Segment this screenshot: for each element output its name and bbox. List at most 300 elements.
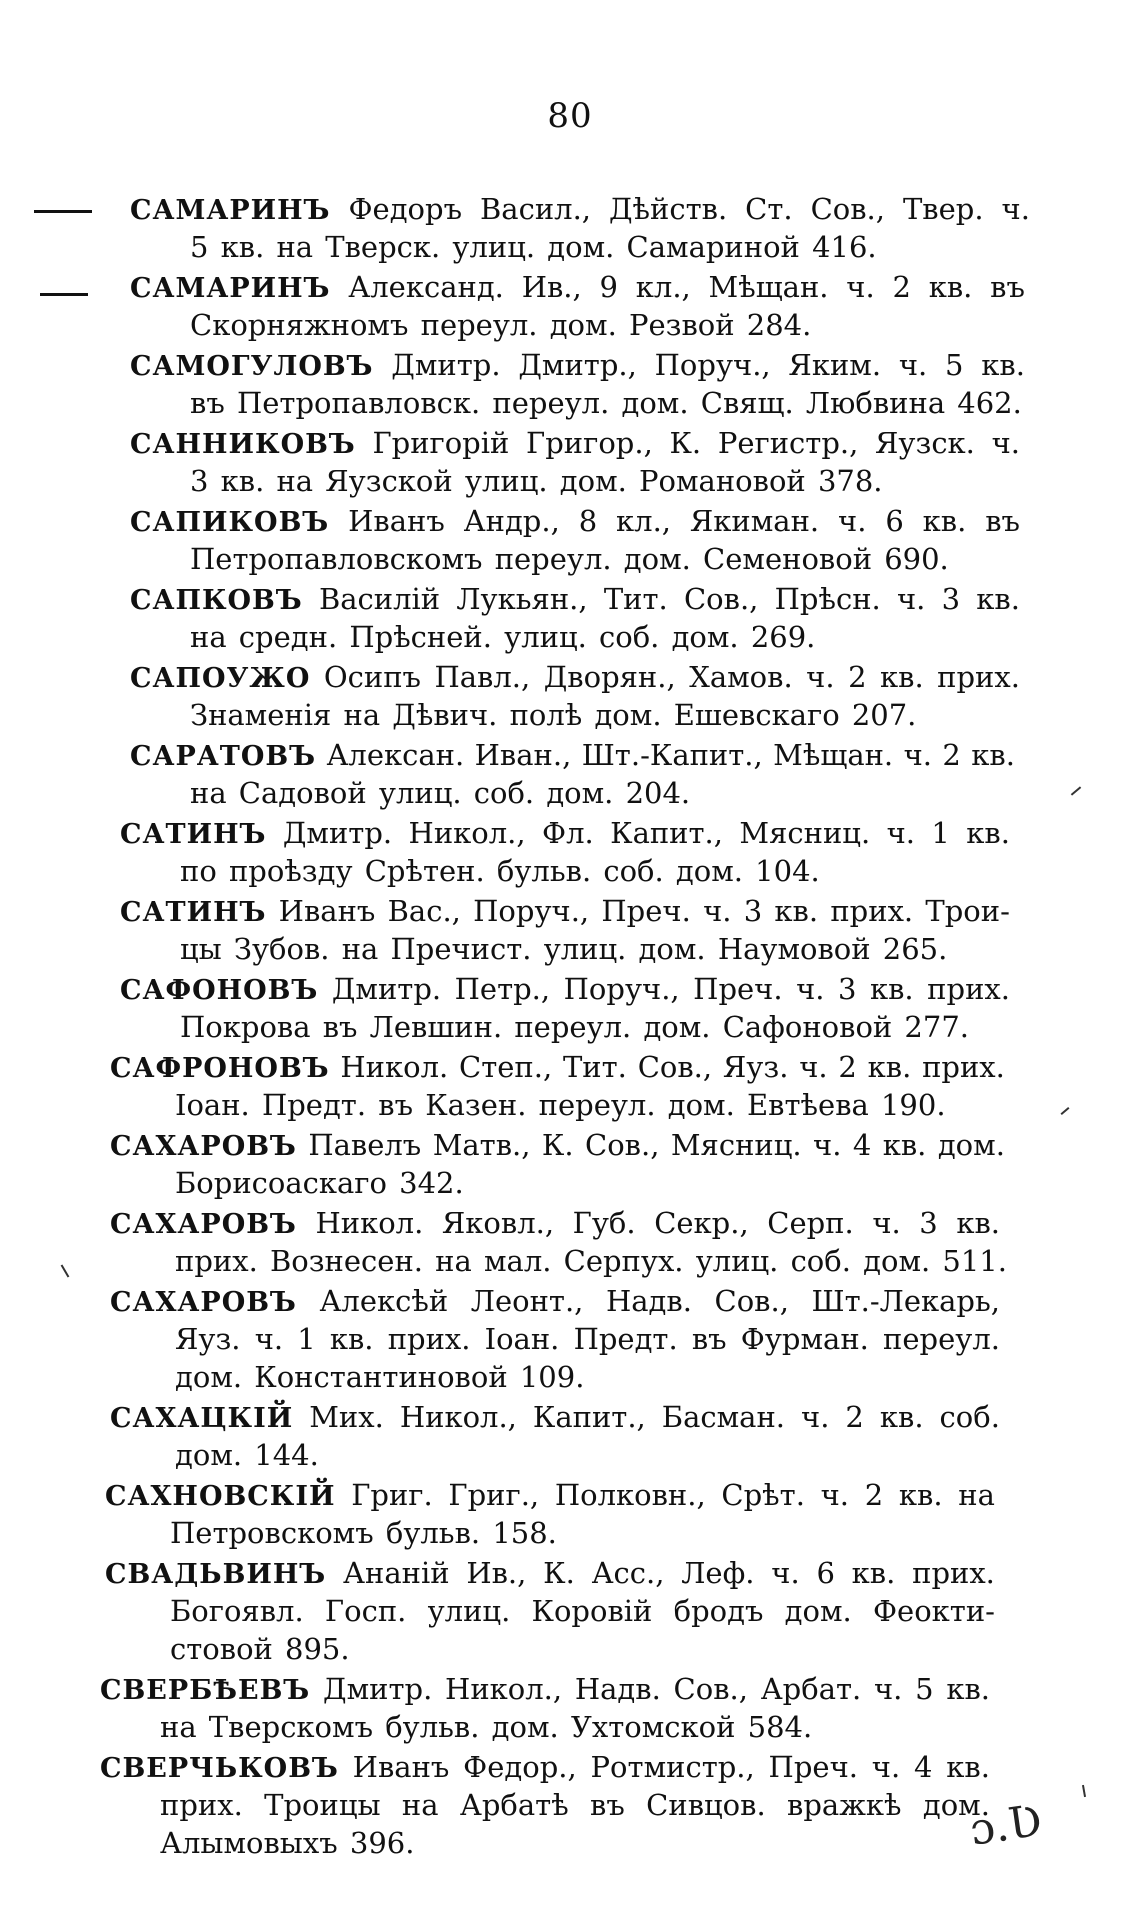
- entry-first-line: [110, 1204, 1000, 1242]
- entry-word: Мясниц.: [670, 1128, 802, 1162]
- entry-word: Никол.,: [399, 1400, 517, 1434]
- entry-word: Прѣсней.: [349, 620, 492, 654]
- entry-word: кв.: [922, 504, 967, 538]
- entry-word: Павл.,: [434, 660, 531, 694]
- entry-word: дом.: [675, 854, 743, 888]
- entry-word: дом.: [937, 1128, 1005, 1162]
- entry-surname: САРАТОВЪ: [130, 741, 317, 772]
- directory-entry: [0, 1476, 1140, 1552]
- entry-word: Фл.: [542, 816, 594, 850]
- entry-word: Леф.: [681, 1556, 755, 1590]
- entry-word: переул.: [883, 1322, 1000, 1356]
- entry-word: прих.: [937, 660, 1020, 694]
- entry-word: Борисоаскаго: [175, 1166, 387, 1200]
- entry-word: Богоявл.: [170, 1594, 304, 1628]
- entry-word: Сов.,: [810, 192, 885, 226]
- entry-word: улиц.: [695, 1244, 779, 1278]
- entry-word: дом.: [621, 386, 689, 420]
- entry-word: 2: [845, 1400, 864, 1434]
- entry-surname: САПИКОВЪ: [130, 507, 330, 538]
- entry-word: 462.: [957, 386, 1022, 420]
- entry-word: Госп.: [324, 1594, 407, 1628]
- entry-word: Осипъ: [323, 660, 421, 694]
- entry-continuation-line: [180, 930, 1010, 968]
- entry-word: на: [401, 1788, 439, 1822]
- directory-entry: [0, 502, 1140, 578]
- entry-word: Вас.,: [387, 894, 461, 928]
- entry-word: Срѣтен.: [364, 854, 485, 888]
- entry-word: на: [341, 932, 379, 966]
- entry-word: Евтѣева: [747, 1088, 869, 1122]
- entry-word: Казен.: [425, 1088, 527, 1122]
- entry-surname: САХНОВСКІЙ: [105, 1481, 336, 1512]
- entry-word: прих.: [830, 894, 914, 928]
- entry-word: кв.: [869, 972, 914, 1006]
- entry-word: 269.: [750, 620, 816, 654]
- entry-first-line: [130, 736, 1015, 774]
- entry-word: дом.: [784, 1594, 852, 1628]
- directory-entry: [0, 1048, 1140, 1124]
- entry-word: 265.: [882, 932, 948, 966]
- entry-surname: САХАРОВЪ: [110, 1209, 297, 1240]
- entry-word: 1: [931, 816, 950, 850]
- entry-word: Преч.: [693, 972, 783, 1006]
- entry-word: 204.: [625, 776, 691, 810]
- entry-word: Иван.,: [474, 738, 572, 772]
- entry-word: 284.: [746, 308, 812, 342]
- entry-word: 277.: [904, 1010, 969, 1044]
- entry-first-line: [130, 658, 1020, 696]
- entry-continuation-line: [180, 1008, 1010, 1046]
- entry-word: Поруч.,: [473, 894, 590, 928]
- entry-word: 4: [852, 1128, 872, 1162]
- entry-word: кв.: [981, 348, 1025, 382]
- entry-continuation-line: [175, 1358, 1000, 1396]
- entry-word: Регистр.,: [717, 426, 859, 460]
- entry-word: по: [180, 854, 217, 888]
- entry-word: Хамов.: [689, 660, 793, 694]
- entry-word: 2: [838, 1050, 857, 1084]
- entry-continuation-line: [190, 774, 1015, 812]
- entry-word: Ешевскаго: [673, 698, 840, 732]
- entry-word: Асс.,: [591, 1556, 665, 1590]
- entry-word: 5: [190, 230, 209, 264]
- entry-word: 396.: [349, 1826, 415, 1860]
- entry-word: Иванъ: [278, 894, 376, 928]
- entry-word: 416.: [812, 230, 877, 264]
- entry-word: Никол.,: [445, 1672, 563, 1706]
- entry-word: кв.: [851, 1556, 896, 1590]
- entry-surname: САХАРОВЪ: [110, 1287, 297, 1318]
- entry-continuation-line: [160, 1708, 990, 1746]
- entry-word: Надв.: [605, 1284, 692, 1318]
- entry-word: Дѣйств.: [608, 192, 728, 226]
- entry-word: улиц.: [427, 1594, 511, 1628]
- entry-word: Ив.,: [521, 270, 582, 304]
- entry-word: на: [276, 464, 314, 498]
- entry-word: Федоръ: [348, 192, 463, 226]
- entry-word: ч.: [872, 1206, 901, 1240]
- entry-word: Яким.: [788, 348, 882, 382]
- entry-continuation-line: [160, 1824, 990, 1862]
- entry-word: Григорій: [372, 426, 510, 460]
- directory-entry: [0, 1554, 1140, 1668]
- entry-word: Арбат.: [760, 1672, 862, 1706]
- entry-word: 895.: [285, 1632, 350, 1666]
- entry-continuation-line: [170, 1514, 995, 1552]
- entry-word: Полковн.,: [554, 1478, 706, 1512]
- entry-word: Феокти-: [872, 1594, 995, 1628]
- directory-entry: [0, 1398, 1140, 1474]
- entry-word: Трои-: [925, 894, 1010, 928]
- entry-word: Зубов.: [233, 932, 330, 966]
- directory-entry: [0, 736, 1140, 812]
- entry-first-line: [130, 268, 1025, 306]
- directory-entry: [0, 1204, 1140, 1280]
- entry-word: 158.: [492, 1516, 557, 1550]
- entry-word: 2: [942, 738, 961, 772]
- entry-word: дом.: [623, 542, 691, 576]
- entry-word: дом.: [643, 1010, 711, 1044]
- entry-word: Алымовыхъ: [160, 1826, 338, 1860]
- entry-continuation-line: [160, 1786, 990, 1824]
- entry-word: дом.: [175, 1438, 243, 1472]
- entry-word: Басман.: [661, 1400, 786, 1434]
- entry-word: Никол.: [315, 1206, 424, 1240]
- entry-word: ч.: [254, 1322, 284, 1356]
- entry-word: Сов.,: [585, 1128, 660, 1162]
- entry-word: Тит.: [562, 1050, 627, 1084]
- entry-word: Серп.: [767, 1206, 854, 1240]
- directory-entry: [0, 892, 1140, 968]
- entry-continuation-line: [190, 696, 1020, 734]
- entry-word: Яуз.: [722, 1050, 789, 1084]
- entry-word: дом.: [863, 1244, 931, 1278]
- entry-word: кв.: [971, 738, 1015, 772]
- entry-word: Поруч.,: [654, 348, 771, 382]
- entry-surname: САТИНЪ: [120, 819, 267, 850]
- entry-word: въ: [322, 1010, 358, 1044]
- entry-word: дом.: [638, 932, 706, 966]
- entry-word: Дмитр.: [391, 348, 501, 382]
- entry-word: 3: [743, 894, 763, 928]
- entry-word: соб.: [790, 1244, 851, 1278]
- entry-word: 342.: [399, 1166, 464, 1200]
- entry-word: средн.: [238, 620, 338, 654]
- entry-word: Андр.,: [463, 504, 560, 538]
- entry-word: въ: [691, 1322, 727, 1356]
- directory-entry: [0, 346, 1140, 422]
- entry-word: на: [160, 1710, 197, 1744]
- entry-surname: СВЕРБѢЕВЪ: [100, 1675, 311, 1706]
- entry-word: Губ.: [572, 1206, 636, 1240]
- entry-continuation-line: [190, 228, 1030, 266]
- entry-word: Капит.,: [532, 1400, 646, 1434]
- entry-word: Тит.: [603, 582, 668, 616]
- entry-continuation-line: [180, 852, 1010, 890]
- entry-word: 2: [892, 270, 911, 304]
- entry-word: кв.: [956, 1206, 1000, 1240]
- entry-continuation-line: [170, 1592, 995, 1630]
- entry-word: Никол.,: [408, 816, 526, 850]
- entry-word: ч.: [806, 660, 835, 694]
- entry-word: Сивцов.: [646, 1788, 766, 1822]
- entry-word: кв.: [946, 1750, 990, 1784]
- entry-word: кв.: [966, 816, 1010, 850]
- entry-word: бульв.: [385, 1516, 481, 1550]
- entry-word: дом.: [546, 776, 614, 810]
- entry-word: бродъ: [673, 1594, 764, 1628]
- entry-word: Самариной: [626, 230, 800, 264]
- entry-word: въ: [985, 504, 1020, 538]
- entry-word: Свящ.: [700, 386, 794, 420]
- entry-word: Алексѣй: [319, 1284, 449, 1318]
- entry-word: К.: [543, 1556, 575, 1590]
- entry-word: ч.: [703, 894, 732, 928]
- entry-word: ч.: [813, 1128, 842, 1162]
- entry-word: Левшин.: [369, 1010, 503, 1044]
- entry-word: Дмитр.: [282, 816, 393, 850]
- entry-surname: СВЕРЧЬКОВЪ: [100, 1753, 339, 1784]
- entry-word: Ухтомской: [570, 1710, 736, 1744]
- entry-word: на: [190, 620, 227, 654]
- page-number: 80: [547, 96, 593, 136]
- entry-word: дом.: [549, 308, 617, 342]
- entry-word: улиц.: [504, 620, 587, 654]
- entry-word: соб.: [939, 1400, 1000, 1434]
- entry-continuation-line: [190, 618, 1020, 656]
- entry-word: Яузск.: [875, 426, 975, 460]
- entry-word: 3: [838, 972, 857, 1006]
- entry-first-line: [110, 1282, 1000, 1320]
- entry-word: Дѣвич.: [392, 698, 498, 732]
- entry-word: прих.: [922, 1050, 1005, 1084]
- entry-word: въ: [990, 270, 1025, 304]
- entry-word: проѣзду: [228, 854, 353, 888]
- entry-surname: САПОУЖО: [130, 663, 311, 694]
- entry-word: ч.: [991, 426, 1020, 460]
- entry-first-line: [120, 814, 1010, 852]
- entry-word: Дмитр.: [331, 972, 442, 1006]
- entry-surname: САТИНЪ: [120, 897, 267, 928]
- entry-continuation-line: [175, 1436, 1000, 1474]
- entry-word: Семеновой: [703, 542, 873, 576]
- entry-continuation-line: [175, 1086, 1005, 1124]
- entry-first-line: [130, 502, 1020, 540]
- entry-surname: САПКОВЪ: [130, 585, 303, 616]
- entry-word: Вознесен.: [269, 1244, 423, 1278]
- entry-continuation-line: [175, 1242, 1007, 1280]
- entry-word: стовой: [170, 1632, 273, 1666]
- entry-word: Леонт.,: [470, 1284, 584, 1318]
- entry-word: Ст.: [745, 192, 793, 226]
- entry-word: Шт.-Капит.,: [581, 738, 763, 772]
- entry-word: прих.: [160, 1788, 243, 1822]
- entry-word: прих.: [387, 1322, 471, 1356]
- entry-first-line: [110, 1048, 1005, 1086]
- entry-first-line: [110, 1126, 1005, 1164]
- entry-word: мал.: [483, 1244, 552, 1278]
- entry-word: Шт.-Лекарь,: [811, 1284, 1000, 1318]
- entry-word: кв.: [946, 1672, 990, 1706]
- entry-word: 3: [919, 1206, 938, 1240]
- entry-word: улиц.: [543, 932, 627, 966]
- entry-word: дом.: [547, 230, 615, 264]
- entry-word: кв.: [220, 464, 265, 498]
- entry-word: Секр.,: [654, 1206, 749, 1240]
- entry-word: Дворян.,: [543, 660, 676, 694]
- entry-continuation-line: [190, 306, 1025, 344]
- entry-word: Преч.: [768, 1750, 858, 1784]
- entry-word: Сов.,: [637, 1050, 713, 1084]
- entry-word: улиц.: [452, 230, 536, 264]
- entry-word: Тверск.: [325, 230, 441, 264]
- entry-word: улиц.: [464, 464, 548, 498]
- entry-word: ч.: [873, 1672, 903, 1706]
- entry-word: бульв.: [496, 854, 592, 888]
- entry-word: 3: [190, 464, 209, 498]
- entry-first-line: [100, 1670, 990, 1708]
- entry-word: 2: [848, 660, 867, 694]
- entry-surname: САФОНОВЪ: [120, 975, 319, 1006]
- directory-entry: [0, 424, 1140, 500]
- entry-word: кв.: [329, 1322, 374, 1356]
- entry-word: вражкѣ: [787, 1788, 902, 1822]
- entry-word: Иванъ: [352, 1750, 450, 1784]
- entry-first-line: [110, 1398, 1000, 1436]
- entry-word: Петровскомъ: [170, 1516, 374, 1550]
- directory-entry: [0, 814, 1140, 890]
- entry-word: ч.: [898, 348, 928, 382]
- entry-first-line: [130, 580, 1020, 618]
- entry-word: Василій: [318, 582, 441, 616]
- entry-word: ч.: [896, 582, 926, 616]
- entry-first-line: [130, 346, 1025, 384]
- entry-word: Резвой: [628, 308, 735, 342]
- entry-surname: САННИКОВЪ: [130, 429, 356, 460]
- entry-word: ч.: [886, 816, 915, 850]
- entry-word: прих.: [927, 972, 1010, 1006]
- entry-surname: СВАДЬВИНЪ: [105, 1559, 327, 1590]
- entry-word: 207.: [851, 698, 917, 732]
- entry-word: переул.: [494, 542, 612, 576]
- entry-word: въ: [590, 1788, 625, 1822]
- entry-word: Яузской: [325, 464, 453, 498]
- entry-word: Лукьян.,: [456, 582, 588, 616]
- entry-surname: САМОГУЛОВЪ: [130, 351, 374, 382]
- entry-word: Іоан.: [175, 1088, 250, 1122]
- entry-word: бульв.: [385, 1710, 480, 1744]
- entry-word: 190.: [880, 1088, 946, 1122]
- entry-word: Романовой: [639, 464, 806, 498]
- entry-first-line: [100, 1748, 990, 1786]
- entry-word: кв.: [879, 1400, 924, 1434]
- entry-word: на: [190, 776, 227, 810]
- entry-first-line: [130, 424, 1020, 462]
- entry-word: 104.: [755, 854, 820, 888]
- entry-word: Степ.,: [459, 1050, 553, 1084]
- entry-word: Капит.,: [610, 816, 723, 850]
- entry-word: Григ.,: [448, 1478, 540, 1512]
- entry-word: Петропавловскомъ: [190, 542, 483, 576]
- directory-entry: [0, 658, 1140, 734]
- entry-word: Ротмистр.,: [590, 1750, 755, 1784]
- entry-word: Петропавловск.: [236, 386, 481, 420]
- entry-word: полѣ: [509, 698, 583, 732]
- entry-word: переул.: [514, 1010, 632, 1044]
- entry-surname: САХАЦКІЙ: [110, 1403, 294, 1434]
- entry-word: ч.: [903, 738, 932, 772]
- entry-word: Твер.: [902, 192, 984, 226]
- entry-word: Константиновой: [254, 1360, 508, 1394]
- entry-continuation-line: [190, 540, 1020, 578]
- directory-entry: [0, 1126, 1140, 1202]
- entry-word: Петр.,: [454, 972, 551, 1006]
- entry-word: 3: [941, 582, 961, 616]
- entry-word: дом.: [175, 1360, 243, 1394]
- entry-word: ч.: [799, 1050, 828, 1084]
- entry-word: ч.: [771, 1556, 800, 1590]
- entry-word: Ив.,: [466, 1556, 527, 1590]
- entry-word: соб.: [473, 776, 535, 810]
- entry-word: кв.: [976, 582, 1020, 616]
- entry-word: переул.: [538, 1088, 656, 1122]
- entry-word: ч.: [796, 972, 825, 1006]
- entry-word: Ананій: [343, 1556, 450, 1590]
- entry-word: 1: [297, 1322, 316, 1356]
- entry-word: 6: [885, 504, 904, 538]
- entry-word: Предт.: [573, 1322, 678, 1356]
- entry-word: 378.: [817, 464, 883, 498]
- entry-word: Мѣщан.: [708, 270, 829, 304]
- entry-word: кв.: [898, 1478, 943, 1512]
- entry-surname: САХАРОВЪ: [110, 1131, 297, 1162]
- entry-word: К.: [541, 1128, 574, 1162]
- entry-word: Срѣт.: [721, 1478, 805, 1512]
- entry-word: Васил.,: [480, 192, 592, 226]
- entry-word: прих.: [912, 1556, 995, 1590]
- entry-word: Мясниц.: [739, 816, 871, 850]
- entry-word: въ: [378, 1088, 414, 1122]
- entry-word: переул.: [492, 386, 610, 420]
- entry-word: Фурман.: [740, 1322, 869, 1356]
- entry-word: на: [343, 698, 381, 732]
- entry-word: кв.: [774, 894, 819, 928]
- entry-word: Яуз.: [175, 1322, 241, 1356]
- entry-word: дом.: [667, 1088, 735, 1122]
- entry-word: дом.: [594, 698, 662, 732]
- entry-word: 4: [914, 1750, 933, 1784]
- entry-word: на: [958, 1478, 995, 1512]
- directory-entry: [0, 268, 1140, 344]
- entry-word: Любвина: [805, 386, 946, 420]
- entry-word: 5: [945, 348, 964, 382]
- entry-continuation-line: [175, 1164, 1005, 1202]
- entry-word: Мих.: [309, 1400, 384, 1434]
- entry-word: Коровій: [531, 1594, 653, 1628]
- entry-word: улиц.: [378, 776, 462, 810]
- handwritten-mark: ɔ.Ʋ: [966, 1795, 1046, 1856]
- entry-word: Іоан.: [484, 1322, 560, 1356]
- entry-word: Серпух.: [563, 1244, 684, 1278]
- entry-word: Алексан.: [326, 738, 465, 772]
- entry-word: Александ.: [348, 270, 504, 304]
- entry-word: дом.: [922, 1788, 990, 1822]
- entry-word: ч.: [846, 270, 875, 304]
- entry-word: Матв.,: [432, 1128, 531, 1162]
- entry-word: на: [276, 230, 314, 264]
- entry-continuation-line: [170, 1630, 995, 1668]
